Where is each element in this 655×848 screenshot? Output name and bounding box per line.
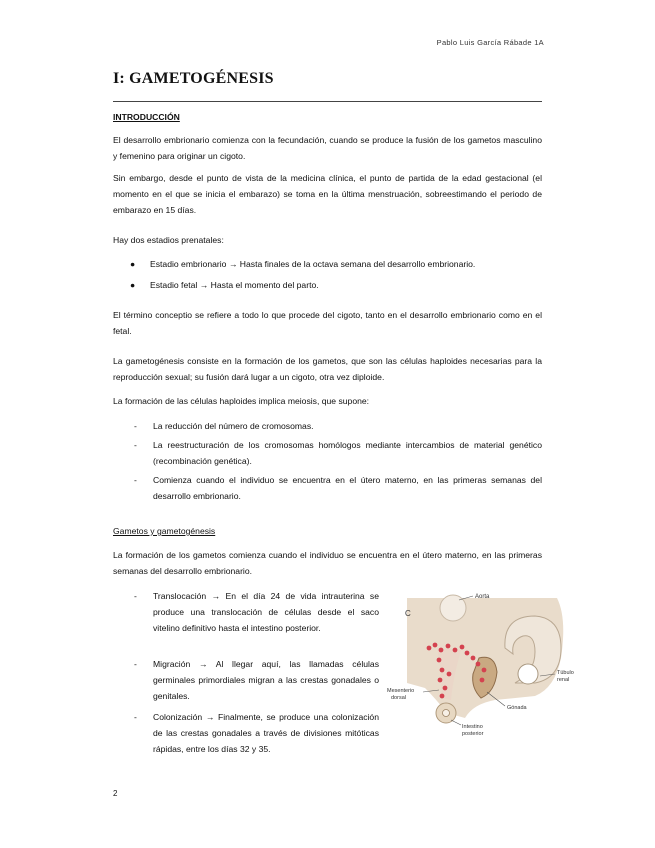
intro-paragraph-2: Sin embargo, desde el punto de vista de la medicina clínica, el punto de partida de la edad gestacional (el momento en el que se inicia el embarazo) se toma en la última menstruación, sobreestimando el periodo de embarazo en 15 días. <box>113 173 542 215</box>
panel-label: C <box>405 609 411 618</box>
intro-paragraph-4: El término conceptio se refiere a todo lo que procede del cigoto, tanto en el desarrollo embrionario como en el fetal. <box>113 310 542 336</box>
intro-paragraph-3: Hay dos estadios prenatales: <box>113 235 224 245</box>
intro-paragraph-5: La gametogénesis consiste en la formación de los gametos, que son las células haploides necesarias para la reproducción sexual; su fusión dará lugar a un cigoto, otra vez diploide. <box>113 356 542 382</box>
title-divider <box>113 101 542 102</box>
bullet-text: Estadio embrionario → Hasta finales de la octava semana del desarrollo embrionario. <box>150 259 476 269</box>
label-intestino-2: posterior <box>462 731 484 737</box>
intro-paragraph-6: La formación de las células haploides implica meiosis, que supone: <box>113 396 370 406</box>
bullet-item: ● Estadio embrionario → Hasta finales de la octava semana del desarrollo embrionario. <box>130 259 476 269</box>
dash-text: La reestructuración de los cromosomas homólogos mediante intercambios de material genético (recombinación genética). <box>153 440 542 466</box>
dash-item: - Comienza cuando el individuo se encuentra en el útero materno, en las primeras semanas del desarrollo embrionario. <box>134 472 542 504</box>
label-mesenterio-2: dorsal <box>391 695 406 701</box>
gametos-heading: Gametos y gametogénesis <box>113 526 216 536</box>
page-title: I: GAMETOGÉNESIS <box>113 70 274 87</box>
tubule-lumen <box>518 664 538 684</box>
label-intestino-1: Intestino <box>462 724 483 730</box>
label-gonada: Gónada <box>507 705 527 711</box>
dash-item: - Translocación → En el día 24 de vida intrauterina se produce una translocación de células desde el saco vitelino definitivo hasta el intestino posterior. <box>134 588 379 636</box>
page-number: 2 <box>113 789 118 798</box>
header-author: Pablo Luis García Rábade 1A <box>436 38 544 47</box>
dash-text: Colonización → Finalmente, se produce una colonización de las crestas gonadales a través de divisiones mitóticas rápidas, entre los días 32 y 35. <box>153 712 379 754</box>
intro-heading: INTRODUCCIÓN <box>113 112 180 122</box>
dash-item: - Migración → Al llegar aquí, las llamadas células germinales primordiales migran a las crestas gonadales o genitales. <box>134 656 379 704</box>
intro-paragraph-1: El desarrollo embrionario comienza con la fecundación, cuando se produce la fusión de los gametos masculino y femenino para originar un cigoto. <box>113 135 542 161</box>
gametos-paragraph-1: La formación de los gametos comienza cuando el individuo se encuentra en el útero materno, en las primeras semanas del desarrollo embrionario. <box>113 550 542 576</box>
hindgut-lumen <box>443 710 450 717</box>
label-tubulo-1: Túbulo <box>557 670 574 676</box>
embryo-illustration <box>385 588 585 748</box>
dash-text: La reducción del número de cromosomas. <box>153 421 314 431</box>
bullet-text: Estadio fetal → Hasta el momento del parto. <box>150 280 319 290</box>
dash-item: - Colonización → Finalmente, se produce una colonización de las crestas gonadales a través de divisiones mitóticas rápidas, entre los días 32 y 35. <box>134 709 379 757</box>
dash-text: Translocación → En el día 24 de vida intrauterina se produce una translocación de células desde el saco vitelino definitivo hasta el intestino posterior. <box>153 591 379 633</box>
bullet-item: ● Estadio fetal → Hasta el momento del parto. <box>130 280 319 290</box>
label-tubulo-2: renal <box>557 677 570 683</box>
dash-text: Comienza cuando el individuo se encuentra en el útero materno, en las primeras semanas del desarrollo embrionario. <box>153 475 542 501</box>
label-mesenterio-1: Mesenterio <box>387 688 415 694</box>
label-aorta: Aorta <box>475 594 490 600</box>
dash-item: - La reducción del número de cromosomas. <box>134 418 542 434</box>
dash-text: Migración → Al llegar aquí, las llamadas células germinales primordiales migran a las crestas gonadales o genitales. <box>153 659 379 701</box>
dash-item: - La reestructuración de los cromosomas homólogos mediante intercambios de material genético (recombinación genética). <box>134 437 542 469</box>
